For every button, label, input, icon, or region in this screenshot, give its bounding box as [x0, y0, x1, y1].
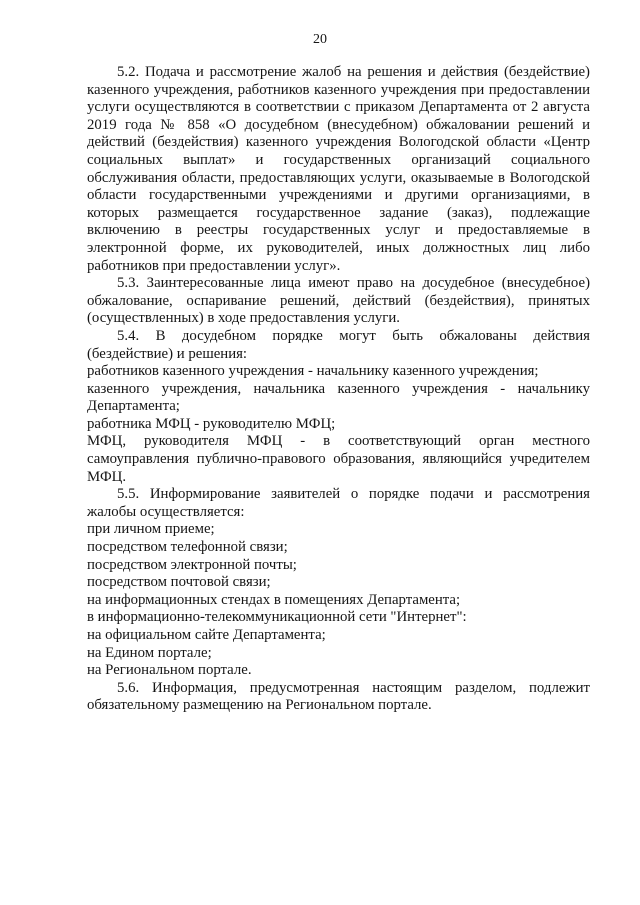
- list-item: посредством почтовой связи;: [87, 574, 271, 591]
- list-item: МФЦ, руководителя МФЦ - в соответствующий орган местного самоуправления публично-правового образования, являющийся учредителем МФЦ.: [87, 433, 590, 485]
- paragraph-5-6: 5.6. Информация, предусмотренная настоящим разделом, подлежит обязательному размещению на Региональном портале.: [87, 679, 590, 714]
- paragraph-5-3: 5.3. Заинтересованные лица имеют право на досудебное (внесудебное) обжалование, оспаривание решений, действий (бездействия), принятых (осуществленных) в ходе предоставления услуги.: [87, 275, 590, 327]
- list-item: посредством телефонной связи;: [87, 539, 288, 556]
- page-number: 20: [313, 32, 327, 47]
- list-item: при личном приеме;: [87, 521, 215, 538]
- document-body: [87, 64, 590, 715]
- list-item: на Региональном портале.: [87, 662, 252, 679]
- list-item: казенного учреждения, начальника казенного учреждения - начальнику Департамента;: [87, 380, 590, 415]
- list-item: работников казенного учреждения - начальнику казенного учреждения;: [87, 363, 539, 380]
- list-item: на Едином портале;: [87, 644, 212, 661]
- paragraph-5-2: 5.2. Подача и рассмотрение жалоб на решения и действия (бездействие) казенного учреждения, работников казенного учреждения при предоставлении услуги осуществляются в соответствии с приказом Департамента от 2 августа 2019 года № 858 «О досудебном (внесудебном) обжаловании решений и действий (бездействия) казенного учреждения Вологодской области «Центр социальных выплат» и государственных организаций социального обслуживания области, предоставляющих услуги, оказываемые в Вологодской области государственными учреждениями и другими организациями, в которых размещается государственное задание (заказ), подлежащие включению в реестры государственных услуг и предоставляемые в электронной форме, их руководителей, иных должностных лиц либо работников при предоставлении услуг».: [87, 64, 590, 274]
- paragraph-5-4: 5.4. В досудебном порядке могут быть обжалованы действия (бездействие) и решения:: [87, 327, 590, 362]
- list-item: в информационно-телекоммуникационной сети "Интернет":: [87, 609, 467, 626]
- list-item: работника МФЦ - руководителю МФЦ;: [87, 415, 336, 432]
- list-item: на информационных стендах в помещениях Департамента;: [87, 591, 461, 608]
- list-item: на официальном сайте Департамента;: [87, 627, 326, 643]
- paragraph-5-5: 5.5. Информирование заявителей о порядке подачи и рассмотрения жалобы осуществляется:: [87, 486, 590, 520]
- list-item: посредством электронной почты;: [87, 556, 297, 573]
